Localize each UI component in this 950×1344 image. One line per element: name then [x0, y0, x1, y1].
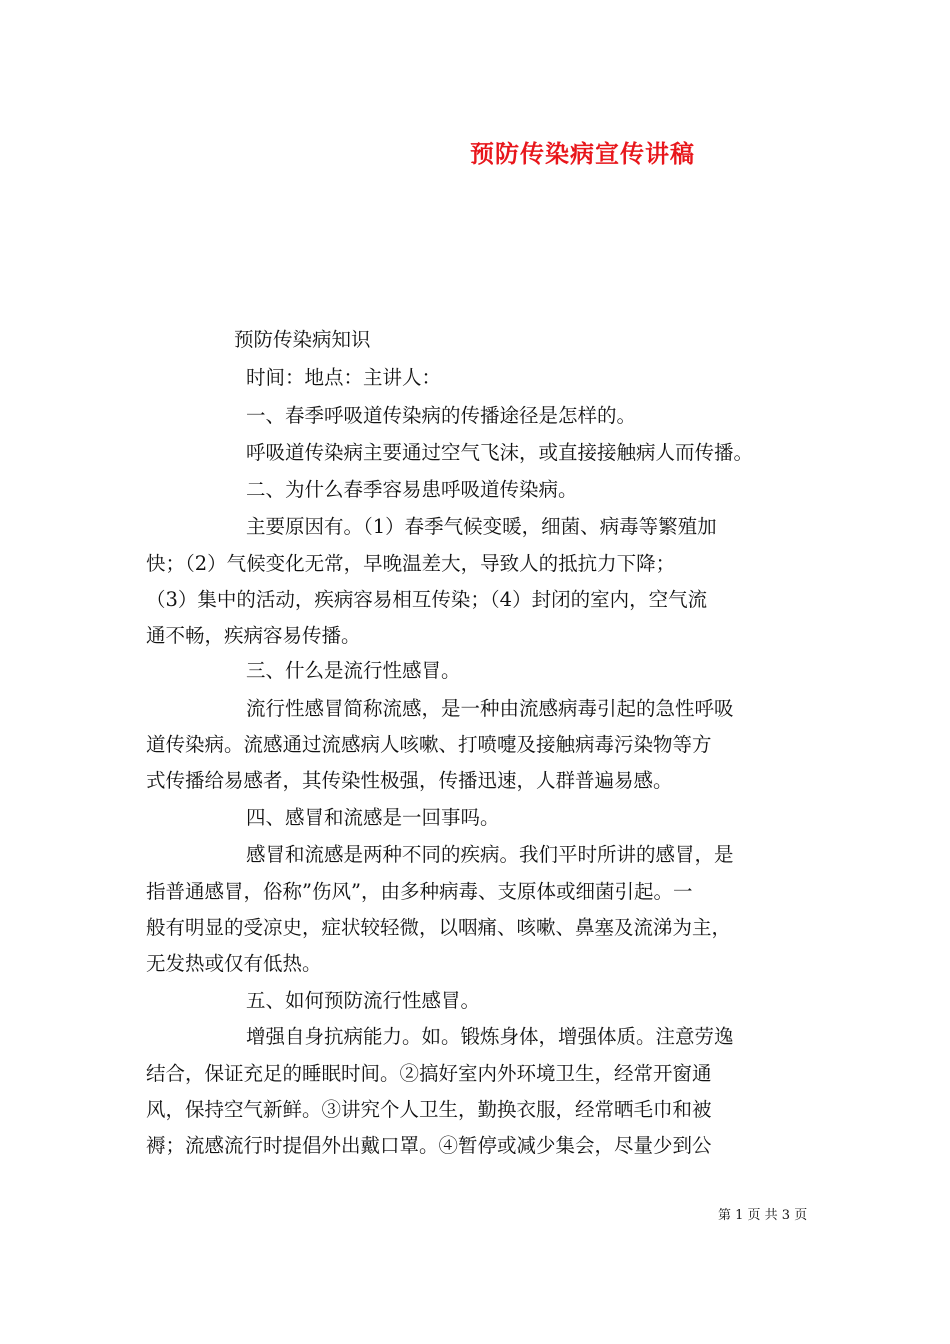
- question-heading: 五、如何预防流行性感冒。: [246, 989, 481, 1012]
- question-heading: 四、感冒和流感是一回事吗。: [246, 806, 500, 829]
- question-heading: 三、什么是流行性感冒。: [246, 659, 461, 682]
- body-line: 主要原因有。（1）春季气候变暖，细菌、病毒等繁殖加: [246, 515, 717, 538]
- body-line: 无发热或仅有低热。: [146, 952, 322, 975]
- body-line: 呼吸道传染病主要通过空气飞沫，或直接接触病人而传播。: [246, 441, 754, 464]
- question-heading: 二、为什么春季容易患呼吸道传染病。: [246, 478, 578, 501]
- body-line: 结合，保证充足的睡眠时间。②搞好室内外环境卫生，经常开窗通: [146, 1062, 712, 1085]
- question-heading: 一、春季呼吸道传染病的传播途径是怎样的。: [246, 404, 637, 427]
- body-line: 通不畅，疾病容易传播。: [146, 624, 361, 647]
- meeting-info-line: 时间：地点：主讲人：: [246, 366, 442, 389]
- body-line: 道传染病。流感通过流感病人咳嗽、打喷嚏及接触病毒污染物等方: [146, 733, 712, 756]
- body-line: 褥；流感流行时提倡外出戴口罩。④暂停或减少集会，尽量少到公: [146, 1134, 712, 1157]
- body-line: 快；（2）气候变化无常，早晚温差大，导致人的抵抗力下降；: [146, 552, 676, 575]
- page-number-footer: 第 1 页 共 3 页: [718, 1208, 808, 1223]
- body-line: 指普通感冒，俗称”伤风”，由多种病毒、支原体或细菌引起。一: [146, 880, 693, 903]
- body-line: 式传播给易感者，其传染性极强，传播迅速，人群普遍易感。: [146, 769, 673, 792]
- body-line: 风，保持空气新鲜。③讲究个人卫生，勤换衣服，经常晒毛巾和被: [146, 1098, 712, 1121]
- body-line: 流行性感冒简称流感，是一种由流感病毒引起的急性呼吸: [246, 697, 734, 720]
- body-line: 感冒和流感是两种不同的疾病。我们平时所讲的感冒，是: [246, 843, 734, 866]
- body-line: 般有明显的受凉史，症状较轻微，以咽痛、咳嗽、鼻塞及流涕为主，: [146, 916, 732, 939]
- body-line: 增强自身抗病能力。如。锻炼身体，增强体质。注意劳逸: [246, 1025, 734, 1048]
- document-title: 预防传染病宣传讲稿: [470, 139, 695, 168]
- section-heading: 预防传染病知识: [234, 328, 371, 351]
- body-line: （3）集中的活动，疾病容易相互传染；（4）封闭的室内，空气流: [146, 588, 708, 611]
